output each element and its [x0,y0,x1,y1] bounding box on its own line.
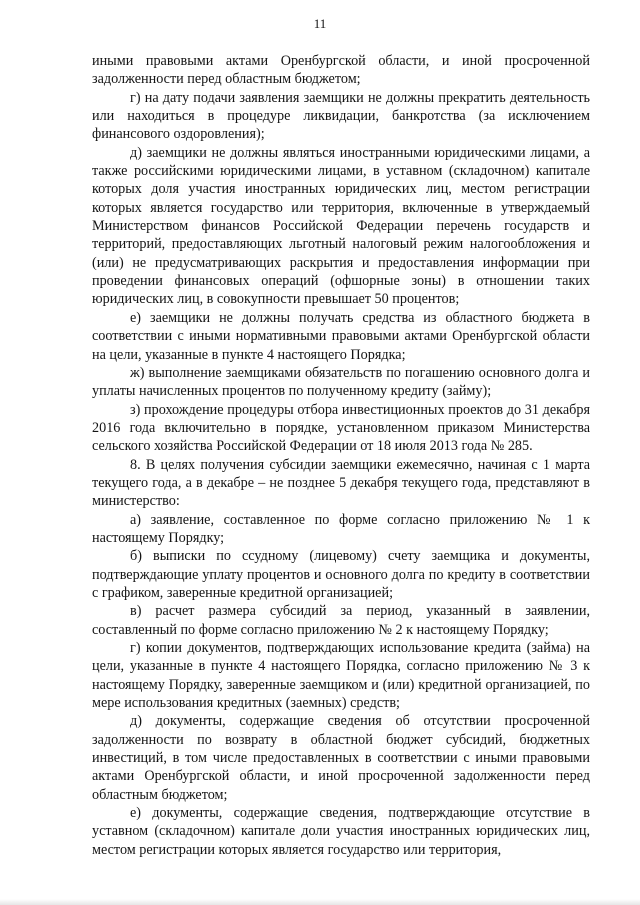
paragraph-list-v: в) расчет размера субсидий за период, указанный в заявлении, составленный по форме согласно приложению № 2 к настоящему Порядку; [92,603,590,638]
paragraph-clause-8: 8. В целях получения субсидии заемщики ежемесячно, начиная с 1 марта текущего года, а в декабре – не позднее 5 декабря текущего года, представляют в министерство: [92,456,590,510]
paragraph-item-e: е) заемщики не должны получать средства из областного бюджета в соответствии с иными нормативными правовыми актами Оренбургской области на цели, указанные в пункте 4 настоящего Порядка; [92,309,590,363]
paragraph-item-z: з) прохождение процедуры отбора инвестиционных проектов до 31 декабря 2016 года включительно в порядке, установленном приказом Министерства сельского хозяйства Российской Федерации от 18 июля 2013 года № 285. [92,401,590,455]
page-number: 11 [313,16,327,31]
paragraph-item-g: г) на дату подачи заявления заемщики не должны прекратить деятельность или находиться в процедуре ликвидации, банкротства (за исключением финансового оздоровления); [92,89,590,143]
scan-edge-shadow [0,899,640,905]
paragraph-list-g: г) копии документов, подтверждающих использование кредита (займа) на цели, указанные в пункте 4 настоящего Порядка, согласно приложению № 3 к настоящему Порядку, заверенные заемщиком и (или) кредитной организацией, по мере использования кредитных (заемных) средств; [92,640,590,712]
paragraph-list-e: е) документы, содержащие сведения, подтверждающие отсутствие в уставном (складочном) капитале доли участия иностранных юридических лиц, местом регистрации которых является государство или территория, [92,805,590,858]
paragraph-list-d: д) документы, содержащие сведения об отсутствии просроченной задолженности по возврату в областной бюджет субсидий, бюджетных инвестиций, в том числе предоставленных в соответствии с иными правовыми актами Оренбургской области, и иной просроченной задолженности перед областным бюджетом; [92,713,590,803]
document-body [92,52,590,859]
paragraph-item-zh: ж) выполнение заемщиками обязательств по погашению основного долга и уплаты начисленных процентов по полученному кредиту (займу); [92,364,590,400]
paragraph-item-d: д) заемщики не должны являться иностранными юридическими лицами, а также российскими юридическими лицами, в уставном (складочном) капитале которых доля участия иностранных юридических лиц, местом регистрации которых является государство или территория, включенные в утверждаемый Министерством финансов Российской Федерации перечень государств и территорий, предоставляющих льготный налоговый режим налогообложения и (или) не предусматривающих раскрытия и предоставления информации при проведении финансовых операций (офшорные зоны) в отношении таких юридических лиц, в совокупности превышает 50 процентов; [92,144,590,308]
paragraph-list-b: б) выписки по ссудному (лицевому) счету заемщика и документы, подтверждающие уплату процентов и основного долга по кредиту в соответствии с графиком, заверенные кредитной организацией; [92,548,590,601]
paragraph-list-a: а) заявление, составленное по форме согласно приложению № 1 к настоящему Порядку; [92,511,590,546]
paragraph-continuation: иными правовыми актами Оренбургской области, и иной просроченной задолженности перед областным бюджетом; [92,53,590,88]
